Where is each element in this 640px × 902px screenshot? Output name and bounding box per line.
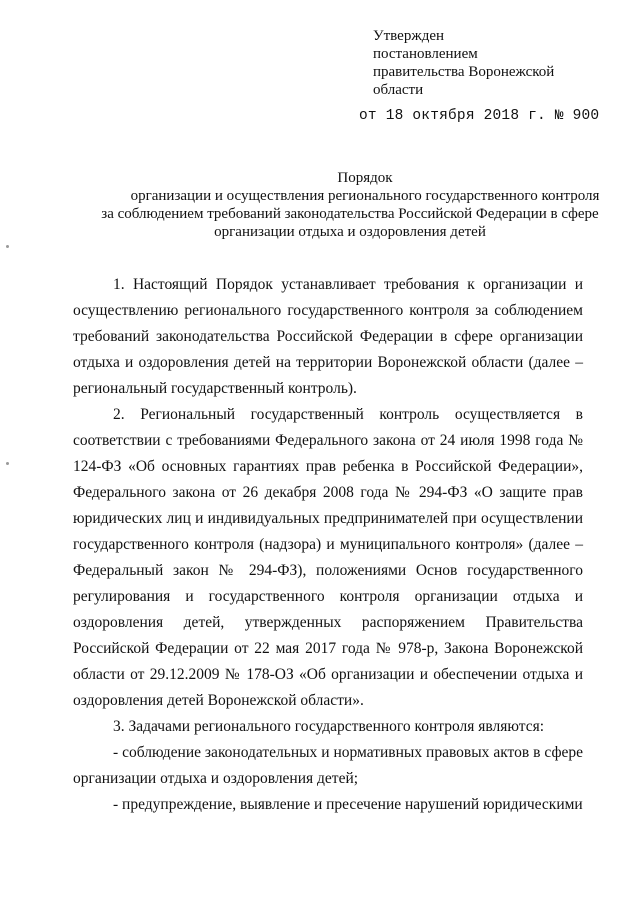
paragraph-2: 2. Региональный государственный контроль осуществляется в соответствии с требованиями Федерального закона от 24 июля 1998 года № 124-ФЗ «Об основных гарантиях прав ребенка в Российской Федерации», Федерального закона от 26 декабря 2008 года № 294-ФЗ «О защите прав юридических лиц и индивидуальных предпринимателей при осуществлении государственного контроля (надзора) и муниципального контроля» (далее – Федеральный закон № 294-ФЗ), положениями Основ государственного регулирования и государственного контроля организации отдыха и оздоровления детей, утвержденных распоряжением Правительства Российской Федерации от 22 мая 2017 года № 978-р, Закона Воронежской области от 29.12.2009 № 178-ОЗ «Об организации и обеспечении отдыха и оздоровления детей Воронежской области». (73, 406, 583, 709)
approval-line: Утвержден (373, 28, 445, 44)
list-item: - соблюдение законодательных и нормативных правовых актов в сфере организации отдыха и оздоровления детей; (73, 744, 583, 787)
approval-line: области (373, 82, 424, 98)
scan-speck (6, 462, 9, 465)
approval-block (359, 27, 613, 125)
scan-speck (6, 245, 9, 248)
document-body (73, 272, 583, 818)
title-line: организации отдыха и оздоровления детей (214, 224, 486, 240)
document-title (60, 169, 640, 241)
paragraph-3: 3. Задачами регионального государственного контроля являются: (113, 718, 545, 735)
title-heading: Порядок (337, 170, 393, 186)
approval-date-number: от 18 октября 2018 г. № 900 (359, 108, 600, 124)
approval-line: правительства Воронежской (373, 64, 555, 80)
approval-line: постановлением (373, 46, 478, 62)
paragraph-1: 1. Настоящий Порядок устанавливает требования к организации и осуществлению регионального государственного контроля за соблюдением требований законодательства Российской Федерации в сфере организации отдыха и оздоровления детей на территории Воронежской области (далее – региональный государственный контроль). (73, 276, 583, 397)
title-line: за соблюдением требований законодательства Российской Федерации в сфере (101, 206, 599, 222)
list-item: - предупреждение, выявление и пресечение нарушений юридическими (113, 796, 583, 813)
title-line: организации и осуществления регионального государственного контроля (130, 188, 600, 204)
